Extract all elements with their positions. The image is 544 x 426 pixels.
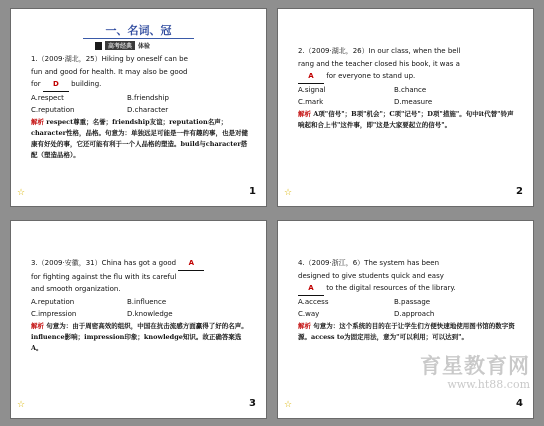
explanation-text: 句意为：这个系统的目的在于让学生们方便快速地使用图书馆的数字资源。access to为固定用法，意为"可以利用；可以达到"。	[298, 321, 515, 341]
slide-title: 一、名词、冠	[105, 24, 172, 37]
question-lead: 3.（2009·安徽，31）China has got a good	[31, 259, 177, 267]
watermark-url: www.ht88.com	[447, 378, 530, 391]
book-icon	[95, 42, 102, 50]
question-lead: 1.（2009·湖北，25）Hiking by oneself can be	[31, 55, 188, 63]
option-d: D.measure	[394, 98, 433, 106]
explanation-text: A项"信号"；B项"机会"；C项"记号"；D项"措施"。句中it代替"铃声响起和合上书"这件事，即"这是大家要起立的信号"。	[298, 109, 514, 129]
option-c: C.mark	[298, 98, 324, 106]
option-c: C.impression	[31, 310, 77, 318]
slide-1[interactable]	[10, 8, 267, 207]
question-lead: 4.（2009·浙江，6）The system has been	[298, 259, 440, 267]
question-blank-line	[298, 282, 519, 296]
question-post: to the digital resources of the library.	[326, 284, 456, 292]
question-block	[298, 257, 519, 343]
option-a: A.signal	[298, 85, 326, 94]
site-watermark	[420, 350, 530, 391]
question-block	[31, 257, 252, 354]
option-c: C.reputation	[31, 106, 75, 114]
explanation-tag: 解析	[31, 321, 44, 330]
subtitle-label-2: 体验	[138, 43, 151, 50]
explanation	[298, 109, 519, 131]
answer-blank: A	[298, 282, 324, 296]
option-b: B.passage	[394, 297, 431, 306]
question-text: for fighting against the flu with its careful	[31, 272, 177, 281]
question-post: building.	[71, 80, 102, 88]
question-block	[298, 45, 519, 131]
explanation	[298, 321, 519, 343]
question-post: for everyone to stand up.	[326, 72, 416, 80]
options-grid	[298, 84, 519, 109]
explanation	[31, 117, 252, 161]
option-a: A.respect	[31, 93, 64, 102]
slide-number: 4	[516, 398, 523, 409]
option-b: B.influence	[127, 297, 167, 306]
slide-number: 2	[516, 186, 523, 197]
explanation	[31, 321, 252, 354]
question-text: designed to give students quick and easy	[298, 271, 444, 280]
option-b: B.chance	[394, 85, 427, 94]
star-icon: ☆	[284, 400, 293, 410]
options-grid	[298, 296, 519, 321]
option-d: D.character	[127, 106, 169, 114]
options-grid	[31, 296, 252, 321]
question-text-2: and smooth organization.	[31, 285, 121, 293]
question-text: rang and the teacher closed his book, it was a	[298, 59, 460, 68]
option-d: D.knowledge	[127, 310, 173, 318]
question-text: fun and good for health. It may also be good	[31, 67, 188, 76]
slide-number: 1	[249, 186, 256, 197]
option-b: B.friendship	[127, 93, 169, 102]
explanation-tag: 解析	[298, 321, 311, 330]
question-blank-line	[31, 257, 252, 271]
subtitle-label: 高考经典	[105, 41, 135, 50]
answer-blank: A	[178, 257, 204, 271]
explanation-tag: 解析	[31, 117, 44, 126]
explanation-text: respect尊重；名誉；friendship友谊；reputation名声；character性格，品格。句意为：单独远足可能是一件有趣的事，也是对健康有好处的事，它还可能有利于一个人品格的塑造。build与character搭配（塑造品格）。	[31, 117, 249, 159]
question-lead: 2.（2009·湖北，26）In our class, when the bell	[298, 47, 461, 55]
options-grid	[31, 92, 252, 117]
star-icon: ☆	[17, 188, 26, 198]
option-c: C.way	[298, 310, 320, 318]
option-d: D.approach	[394, 310, 435, 318]
slide-2[interactable]	[277, 8, 534, 207]
explanation-text: 句意为：由于周密高效的组织，中国在抗击流感方面赢得了好的名声。influence影响；impression印象；knowledge知识。故正确答案选A。	[31, 321, 248, 352]
explanation-tag: 解析	[298, 109, 311, 118]
answer-blank: D	[43, 78, 69, 92]
star-icon: ☆	[284, 188, 293, 198]
section-subtitle	[95, 41, 150, 50]
watermark-name: 育星教育网	[420, 353, 530, 378]
star-icon: ☆	[17, 400, 26, 410]
slide-number: 3	[249, 398, 256, 409]
slide-3[interactable]	[10, 220, 267, 419]
title-divider	[83, 38, 194, 39]
question-pre: for	[31, 80, 41, 88]
answer-blank: A	[298, 70, 324, 84]
option-a: A.reputation	[31, 297, 75, 306]
question-block	[31, 53, 252, 161]
option-a: A.access	[298, 297, 329, 306]
question-blank-line	[298, 70, 519, 84]
question-blank-line	[31, 78, 252, 92]
